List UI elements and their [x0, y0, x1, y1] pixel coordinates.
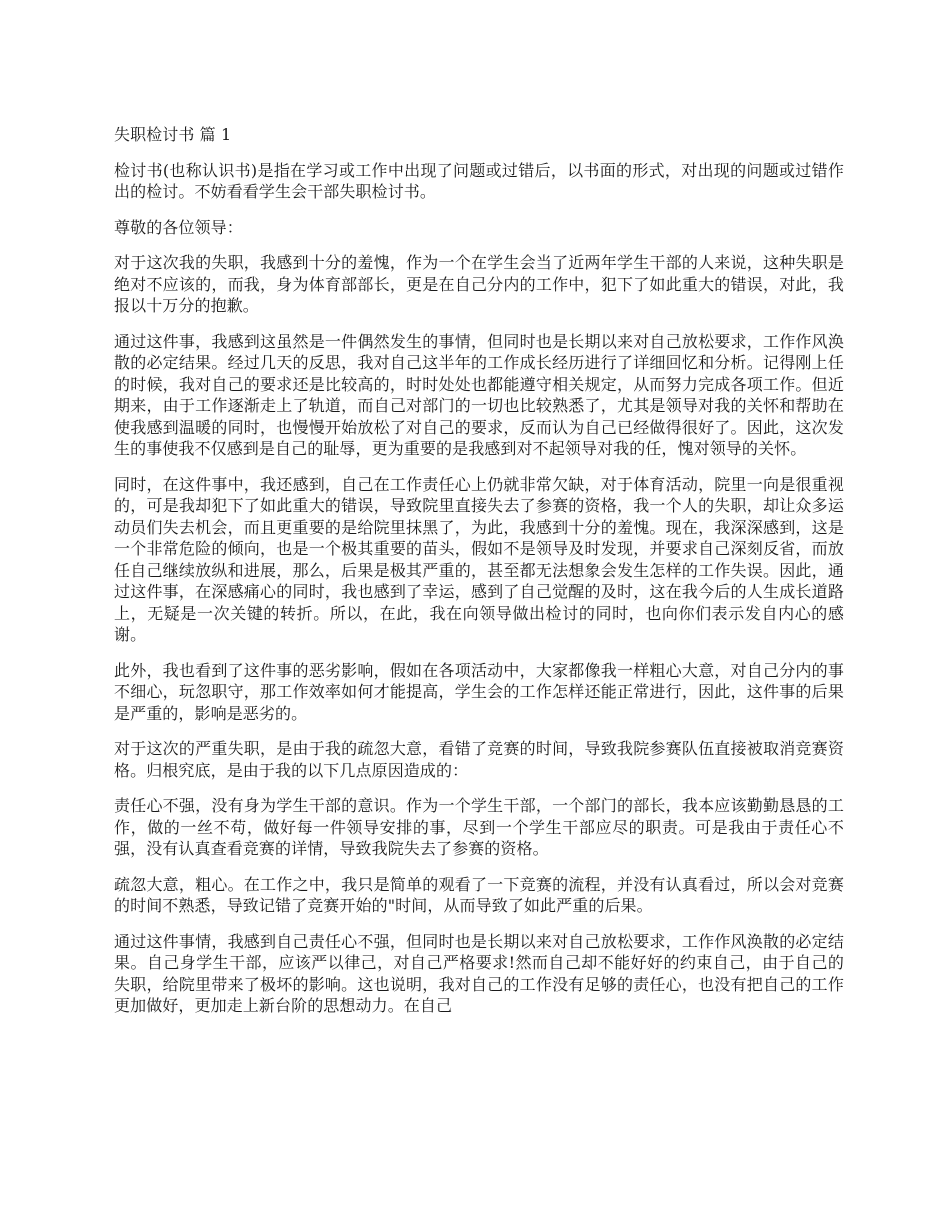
intro-paragraph: 检讨书(也称认识书)是指在学习或工作中出现了问题或过错后，以书面的形式，对出现的问题或过错作出的检讨。不妨看看学生会干部失职检讨书。	[114, 160, 844, 201]
body-paragraph: 通过这件事，我感到这虽然是一件偶然发生的事情，但同时也是长期以来对自己放松要求，工作作风涣散的必定结果。经过几天的反思，我对自己这半年的工作成长经历进行了详细回忆和分析。记得刚上任的时候，我对自己的要求还是比较高的，时时处处也都能遵守相关规定，从而努力完成各项工作。但近期来，由于工作逐渐走上了轨道，而自己对部门的一切也比较熟悉了，尤其是领导对我的关怀和帮助在使我感到温暖的同时，也慢慢开始放松了对自己的要求，反而认为自己已经做得很好了。因此，这次发生的事使我不仅感到是自己的耻辱，更为重要的是我感到对不起领导对我的任，愧对领导的关怀。	[114, 331, 844, 458]
body-paragraph: 责任心不强，没有身为学生干部的意识。作为一个学生干部，一个部门的部长，我本应该勤勤恳恳的工作，做的一丝不苟，做好每一件领导安排的事，尽到一个学生干部应尽的职责。可是我由于责任心不强，没有认真查看竞赛的详情，导致我院失去了参赛的资格。	[114, 796, 844, 858]
body-paragraph: 对于这次我的失职，我感到十分的羞愧，作为一个在学生会当了近两年学生干部的人来说，这种失职是绝对不应该的，而我，身为体育部部长，更是在自己分内的工作中，犯下了如此重大的错误，对此，我报以十万分的抱歉。	[114, 253, 844, 315]
body-paragraph: 对于这次的严重失职，是由于我的疏忽大意，看错了竞赛的时间，导致我院参赛队伍直接被取消竞赛资格。归根究底，是由于我的以下几点原因造成的：	[114, 739, 844, 780]
body-paragraph: 通过这件事情，我感到自己责任心不强，但同时也是长期以来对自己放松要求，工作作风涣散的必定结果。自己身学生干部，应该严以律己，对自己严格要求!然而自己却不能好好的约束自己，由于自己的失职，给院里带来了极坏的影响。这也说明，我对自己的工作没有足够的责任心，也没有把自己的工作更加做好，更加走上新台阶的思想动力。在自己	[114, 931, 844, 1015]
salutation: 尊敬的各位领导：	[114, 217, 243, 237]
body-paragraph: 疏忽大意，粗心。在工作之中，我只是简单的观看了一下竞赛的流程，并没有认真看过，所以会对竞赛的时间不熟悉，导致记错了竞赛开始的"时间，从而导致了如此严重的后果。	[114, 874, 844, 915]
body-paragraph: 同时，在这件事中，我还感到，自己在工作责任心上仍就非常欠缺，对于体育活动，院里一向是很重视的，可是我却犯下了如此重大的错误，导致院里直接失去了参赛的资格，我一个人的失职，却让众多运动员们失去机会，而且更重要的是给院里抹黑了，为此，我感到十分的羞愧。现在，我深深感到，这是一个非常危险的倾向，也是一个极其重要的苗头，假如不是领导及时发现，并要求自己深刻反省，而放任自己继续放纵和进展，那么，后果是极其严重的，甚至都无法想象会发生怎样的工作失误。因此，通过这件事，在深感痛心的同时，我也感到了幸运，感到了自己觉醒的及时，这在我今后的人生成长道路上，无疑是一次关键的转折。所以，在此，我在向领导做出检讨的同时，也向你们表示发自内心的感谢。	[114, 474, 844, 644]
document-title: 失职检讨书 篇 1	[114, 125, 232, 144]
body-paragraph: 此外，我也看到了这件事的恶劣影响，假如在各项活动中，大家都像我一样粗心大意，对自己分内的事不细心，玩忽职守，那工作效率如何才能提高，学生会的工作怎样还能正常进行，因此，这件事的后果是严重的，影响是恶劣的。	[114, 660, 844, 723]
document-page	[114, 124, 844, 1031]
